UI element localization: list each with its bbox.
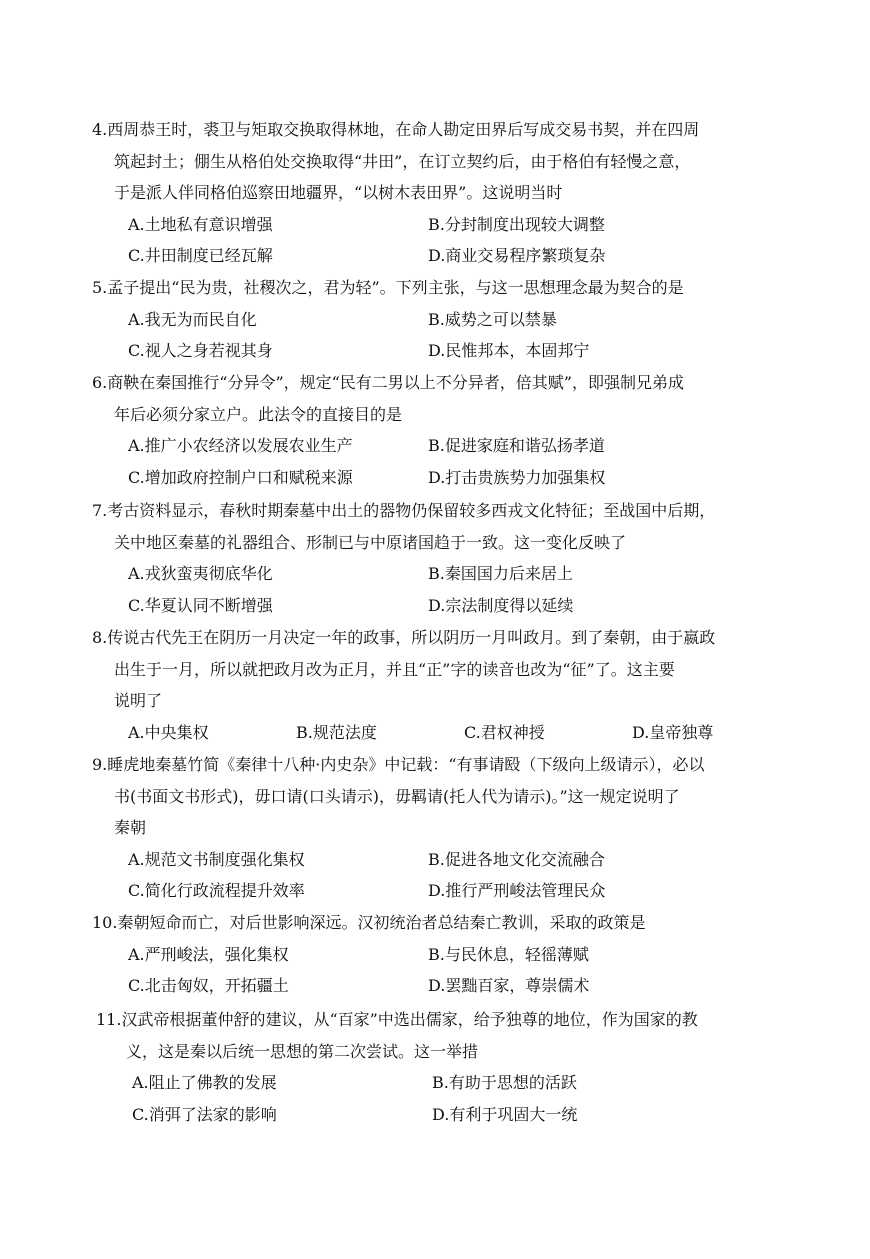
- question-5: [92, 272, 812, 367]
- stem-line: 8.传说古代先王在阴历一月决定一年的政事，所以阴历一月叫政月。到了秦朝，由于嬴政: [92, 628, 716, 647]
- question-11: [96, 1004, 816, 1130]
- stem-line: 义，这是秦以后统一思想的第二次尝试。这一举措: [126, 1041, 479, 1061]
- option-a: A.我无为而民自化: [128, 309, 257, 329]
- option-b: B.威势之可以禁暴: [428, 309, 557, 329]
- stem-line: 11.汉武帝根据董仲舒的建议，从“百家”中选出儒家，给予独尊的地位，作为国家的教: [96, 1010, 698, 1029]
- question-stem: [92, 622, 812, 717]
- option-d: D.宗法制度得以延续: [428, 595, 574, 615]
- options: [96, 1067, 816, 1130]
- question-stem: [92, 114, 812, 209]
- question-stem: [92, 272, 812, 304]
- option-c: C.简化行政流程提升效率: [128, 881, 305, 900]
- question-stem: [92, 907, 812, 939]
- question-stem: [92, 367, 812, 430]
- option-c: C.视人之身若视其身: [128, 341, 273, 360]
- stem-line: 9.睡虎地秦墓竹简《秦律十八种·内史杂》中记载：“有事请殹（下级向上级请示），必以: [92, 755, 705, 774]
- question-9: [92, 749, 812, 907]
- option-d: D.民惟邦本，本固邦宁: [428, 341, 590, 360]
- question-stem: [92, 749, 812, 844]
- stem-line: 4.西周恭王时，裘卫与矩取交换取得林地，在命人勘定田界后写成交易书契，并在四周: [92, 120, 700, 139]
- stem-line: 年后必须分家立户。此法令的直接目的是: [114, 404, 403, 424]
- options: [92, 304, 812, 367]
- option-d: D.有利于巩固大一统: [432, 1104, 578, 1124]
- option-d: D.商业交易程序繁琐复杂: [428, 246, 606, 265]
- stem-line: 10.秦朝短命而亡，对后世影响深远。汉初统治者总结秦亡教训，采取的政策是: [92, 913, 646, 932]
- option-b: B.促进各地文化交流融合: [428, 849, 605, 869]
- stem-line: 7.考古资料显示，春秋时期秦墓中出土的器物仍保留较多西戎文化特征；至战国中后期，: [92, 501, 716, 520]
- option-b: B.与民休息，轻徭薄赋: [428, 944, 589, 964]
- options: [92, 558, 812, 621]
- option-a: A.中央集权: [128, 722, 209, 742]
- question-8: [92, 622, 812, 748]
- option-c: C.增加政府控制户口和赋税来源: [128, 467, 353, 487]
- option-b: B.有助于思想的活跃: [432, 1073, 577, 1092]
- question-10: [92, 907, 812, 1002]
- question-4: [92, 114, 812, 272]
- options: [92, 844, 812, 907]
- stem-line: 于是派人伴同格伯巡察田地疆界，“以树木表田界”。这说明当时: [114, 183, 563, 202]
- option-a: A.土地私有意识增强: [128, 214, 273, 234]
- stem-line: 秦朝: [114, 818, 147, 837]
- stem-line: 书(书面文书形式)，毋口请(口头请示)，毋羁请(托人代为请示)。”这一规定说明了: [114, 786, 680, 806]
- option-a: A.规范文书制度强化集权: [128, 849, 305, 869]
- options: [92, 430, 812, 493]
- question-stem: [92, 495, 812, 558]
- option-c: C.华夏认同不断增强: [128, 595, 273, 615]
- option-d: D.打击贵族势力加强集权: [428, 467, 606, 487]
- question-6: [92, 367, 812, 493]
- stem-line: 6.商鞅在秦国推行“分异令”，规定“民有二男以上不分异者，倍其赋”，即强制兄弟成: [92, 373, 684, 392]
- question-stem: [96, 1004, 816, 1067]
- stem-line: 关中地区秦墓的礼器组合、形制已与中原诸国趋于一致。这一变化反映了: [114, 532, 627, 552]
- option-c: C.北击匈奴，开拓疆土: [128, 976, 289, 995]
- option-c: C.君权神授: [464, 722, 545, 742]
- option-a: A.严刑峻法，强化集权: [128, 944, 289, 964]
- option-b: B.规范法度: [296, 722, 377, 742]
- option-d: D.推行严刑峻法管理民众: [428, 881, 606, 900]
- option-b: B.分封制度出现较大调整: [428, 214, 605, 234]
- option-a: A.阻止了佛教的发展: [132, 1073, 277, 1092]
- options: [92, 939, 812, 1002]
- stem-line: 出生于一月，所以就把政月改为正月，并且“正”字的读音也改为“征”了。这主要: [114, 659, 675, 679]
- option-b: B.秦国国力后来居上: [428, 564, 573, 583]
- stem-line: 说明了: [114, 691, 163, 710]
- option-d: D.罢黜百家，尊崇儒术: [428, 976, 590, 995]
- option-a: A.推广小农经济以发展农业生产: [128, 436, 353, 455]
- options: [92, 717, 812, 749]
- option-d: D.皇帝独尊: [632, 722, 714, 742]
- option-a: A.戎狄蛮夷彻底华化: [128, 564, 273, 583]
- option-c: C.井田制度已经瓦解: [128, 246, 273, 265]
- options: [92, 209, 812, 272]
- option-b: B.促进家庭和谐弘扬孝道: [428, 436, 605, 455]
- option-c: C.消弭了法家的影响: [132, 1104, 277, 1124]
- question-7: [92, 495, 812, 621]
- stem-line: 筑起封土；倗生从格伯处交换取得“井田”，在订立契约后，由于格伯有轻慢之意，: [114, 151, 691, 171]
- stem-line: 5.孟子提出“民为贵，社稷次之，君为轻”。下列主张，与这一思想理念最为契合的是: [92, 278, 684, 297]
